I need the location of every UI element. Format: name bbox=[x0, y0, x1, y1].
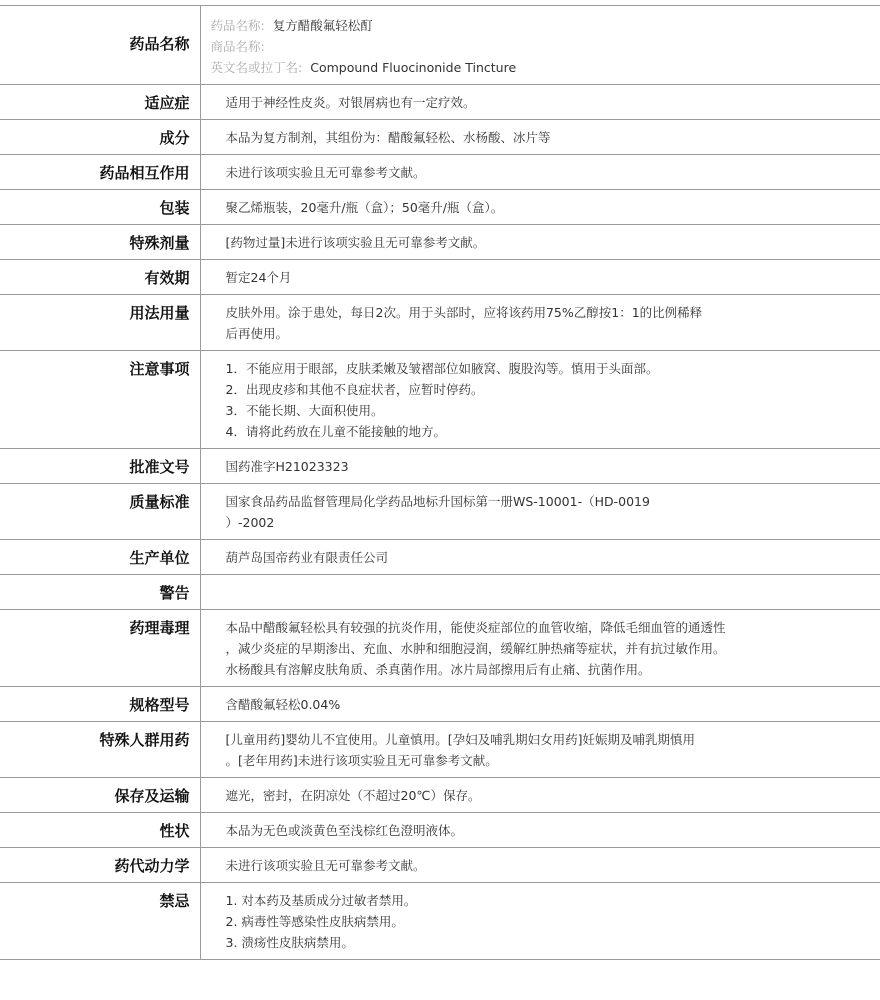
row-label-manufacturer: 生产单位 bbox=[0, 540, 200, 575]
value-line: 后再使用。 bbox=[225, 326, 289, 341]
row-specification bbox=[0, 687, 880, 722]
row-value-overdose bbox=[200, 225, 880, 260]
row-label-composition: 成分 bbox=[0, 120, 200, 155]
value-text: 未进行该项实验且无可靠参考文献。 bbox=[225, 858, 426, 873]
english-name-line bbox=[211, 57, 871, 78]
value-line: 2. 病毒性等感染性皮肤病禁用。 bbox=[225, 914, 404, 929]
row-label-approval: 批准文号 bbox=[0, 449, 200, 484]
drug-names-cell bbox=[200, 6, 880, 85]
generic-name-label: 药品名称: bbox=[210, 18, 265, 33]
row-value-precautions bbox=[200, 351, 880, 449]
value-line: 国家食品药品监督管理局化学药品地标升国标第一册WS-10001-（HD-0019 bbox=[225, 494, 650, 509]
row-value-pharmacokinetics bbox=[200, 848, 880, 883]
row-value-packaging bbox=[200, 190, 880, 225]
row-overdose bbox=[0, 225, 880, 260]
row-value-composition bbox=[200, 120, 880, 155]
english-name-value: Compound Fluocinonide Tincture bbox=[310, 60, 517, 75]
value-text: 遮光，密封，在阴凉处（不超过20℃）保存。 bbox=[225, 788, 481, 803]
value-line: 本品中醋酸氟轻松具有较强的抗炎作用，能使炎症部位的血管收缩，降低毛细血管的通透性 bbox=[225, 620, 726, 635]
row-warning bbox=[0, 575, 880, 610]
row-value-standard bbox=[200, 484, 880, 540]
row-value-storage bbox=[200, 778, 880, 813]
row-label-interactions: 药品相互作用 bbox=[0, 155, 200, 190]
value-line: ，减少炎症的早期渗出、充血、水肿和细胞浸润，缓解红肿热痛等症状，并有抗过敏作用。 bbox=[225, 641, 726, 656]
row-label-special-population: 特殊人群用药 bbox=[0, 722, 200, 778]
row-pharmacokinetics bbox=[0, 848, 880, 883]
row-label-pharmacology: 药理毒理 bbox=[0, 610, 200, 687]
value-line: 水杨酸具有溶解皮肤角质、杀真菌作用。冰片局部擦用后有止痛、抗菌作用。 bbox=[225, 662, 651, 677]
row-value-special-population bbox=[200, 722, 880, 778]
row-dosage bbox=[0, 295, 880, 351]
value-text: 葫芦岛国帝药业有限责任公司 bbox=[225, 550, 389, 565]
row-label-warning: 警告 bbox=[0, 575, 200, 610]
row-special-population bbox=[0, 722, 880, 778]
row-value-indications bbox=[200, 85, 880, 120]
row-value-specification bbox=[200, 687, 880, 722]
row-value-approval bbox=[200, 449, 880, 484]
row-storage bbox=[0, 778, 880, 813]
value-line: 1. 对本药及基质成分过敏者禁用。 bbox=[225, 893, 417, 908]
generic-name-value: 复方醋酸氟轻松酊 bbox=[272, 18, 373, 33]
row-label-precautions: 注意事项 bbox=[0, 351, 200, 449]
value-text: 未进行该项实验且无可靠参考文献。 bbox=[225, 165, 426, 180]
value-line: 。[老年用药]未进行该项实验且无可靠参考文献。 bbox=[225, 753, 498, 768]
value-line: 3．不能长期、大面积使用。 bbox=[225, 403, 384, 418]
value-text: 含醋酸氟轻松0.04% bbox=[225, 697, 341, 712]
row-value-warning bbox=[200, 575, 880, 610]
row-description bbox=[0, 813, 880, 848]
value-line: ）-2002 bbox=[225, 515, 275, 530]
row-label-pharmacokinetics: 药代动力学 bbox=[0, 848, 200, 883]
generic-name-line bbox=[211, 15, 871, 36]
row-shelf-life bbox=[0, 260, 880, 295]
row-value-interactions bbox=[200, 155, 880, 190]
row-value-contraindications bbox=[200, 883, 880, 960]
value-text: [药物过量]未进行该项实验且无可靠参考文献。 bbox=[225, 235, 486, 250]
row-value-pharmacology bbox=[200, 610, 880, 687]
value-text: 适用于神经性皮炎。对银屑病也有一定疗效。 bbox=[225, 95, 476, 110]
drug-info-table bbox=[0, 5, 880, 960]
value-line: 3. 溃疡性皮肤病禁用。 bbox=[225, 935, 354, 950]
value-line: 皮肤外用。涂于患处，每日2次。用于头部时，应将该药用75%乙醇按1：1的比例稀释 bbox=[225, 305, 703, 320]
row-standard bbox=[0, 484, 880, 540]
row-approval bbox=[0, 449, 880, 484]
row-manufacturer bbox=[0, 540, 880, 575]
value-line: 4．请将此药放在儿童不能接触的地方。 bbox=[225, 424, 446, 439]
value-text: 本品为无色或淡黄色至浅棕红色澄明液体。 bbox=[225, 823, 464, 838]
row-label-storage: 保存及运输 bbox=[0, 778, 200, 813]
value-text: 本品为复方制剂，其组份为：醋酸氟轻松、水杨酸、冰片等 bbox=[225, 130, 551, 145]
value-text: 国药准字H21023323 bbox=[225, 459, 349, 474]
row-interactions bbox=[0, 155, 880, 190]
row-indications bbox=[0, 85, 880, 120]
row-contraindications bbox=[0, 883, 880, 960]
row-label-packaging: 包装 bbox=[0, 190, 200, 225]
trade-name-label: 商品名称: bbox=[210, 39, 265, 54]
row-label-dosage: 用法用量 bbox=[0, 295, 200, 351]
row-label-overdose: 特殊剂量 bbox=[0, 225, 200, 260]
row-label-shelf-life: 有效期 bbox=[0, 260, 200, 295]
row-label-specification: 规格型号 bbox=[0, 687, 200, 722]
row-value-description bbox=[200, 813, 880, 848]
row-label-description: 性状 bbox=[0, 813, 200, 848]
trade-name-line bbox=[211, 36, 871, 57]
row-name bbox=[0, 6, 880, 85]
row-composition bbox=[0, 120, 880, 155]
value-line: 1．不能应用于眼部，皮肤柔嫩及皱褶部位如腋窝、腹股沟等。慎用于头面部。 bbox=[225, 361, 659, 376]
value-text: 暂定24个月 bbox=[225, 270, 292, 285]
value-line: 2．出现皮疹和其他不良症状者，应暂时停药。 bbox=[225, 382, 484, 397]
value-line: [儿童用药]婴幼儿不宜使用。儿童慎用。[孕妇及哺乳期妇女用药]妊娠期及哺乳期慎用 bbox=[225, 732, 696, 747]
row-label-standard: 质量标准 bbox=[0, 484, 200, 540]
drug-info-table-body bbox=[0, 6, 880, 960]
row-value-shelf-life bbox=[200, 260, 880, 295]
row-label-contraindications: 禁忌 bbox=[0, 883, 200, 960]
row-value-manufacturer bbox=[200, 540, 880, 575]
value-text: 聚乙烯瓶装，20毫升/瓶（盒）；50毫升/瓶（盒）。 bbox=[225, 200, 504, 215]
english-name-label: 英文名或拉丁名: bbox=[210, 60, 303, 75]
row-value-dosage bbox=[200, 295, 880, 351]
row-packaging bbox=[0, 190, 880, 225]
row-pharmacology bbox=[0, 610, 880, 687]
row-label-indications: 适应症 bbox=[0, 85, 200, 120]
row-precautions bbox=[0, 351, 880, 449]
row-label-name: 药品名称 bbox=[0, 6, 200, 85]
